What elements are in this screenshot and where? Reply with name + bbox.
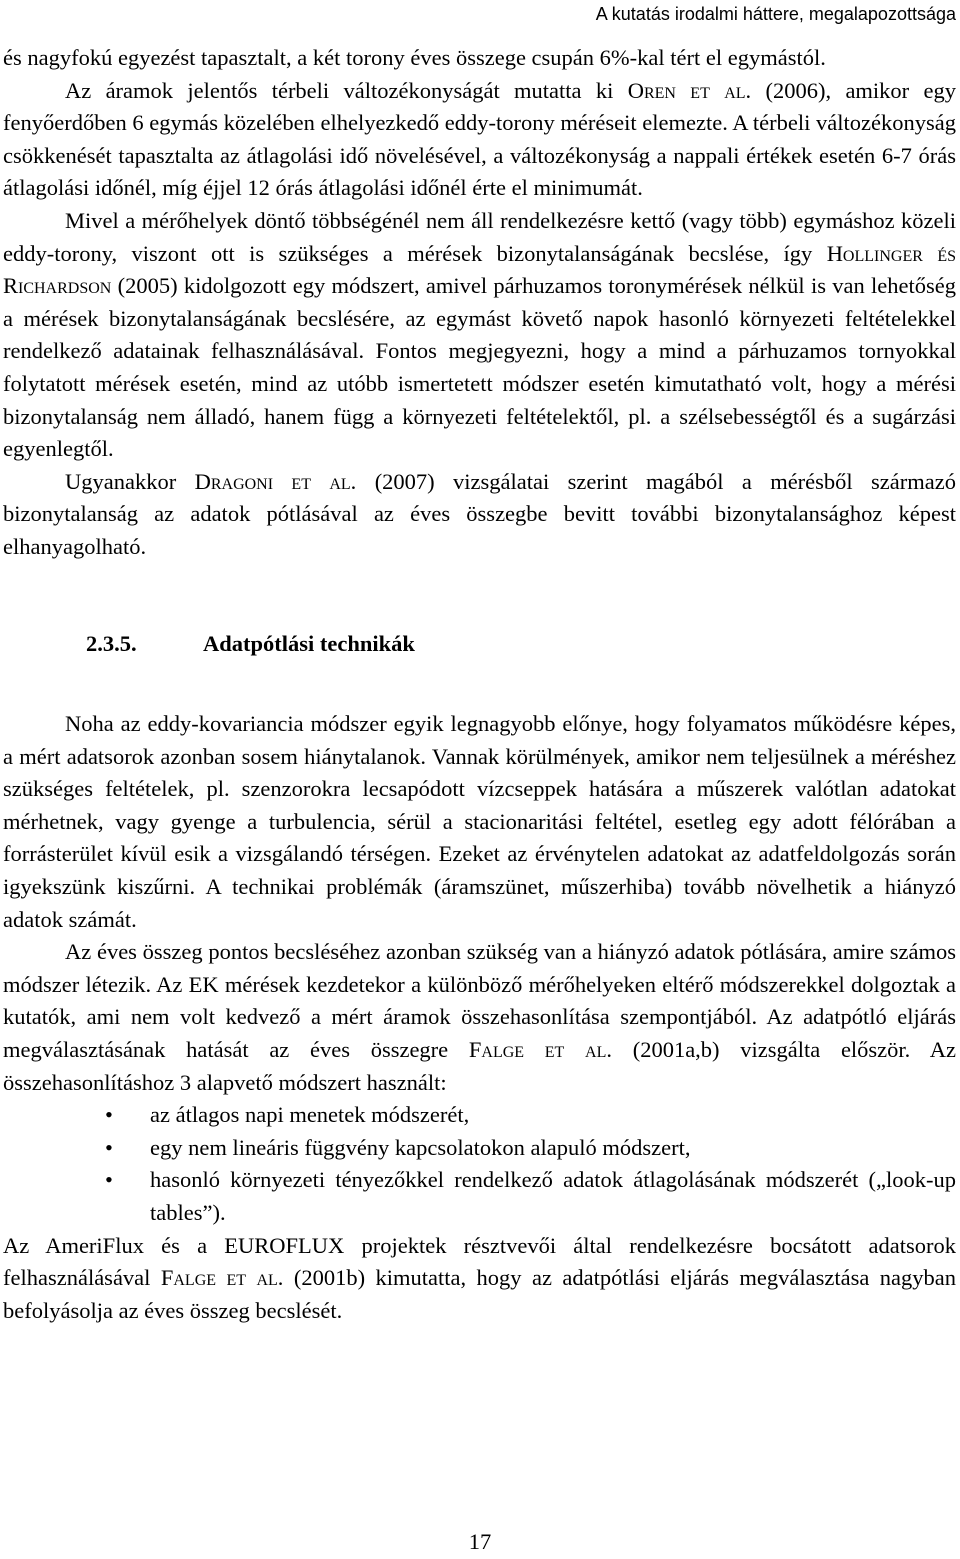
paragraph-text: Az éves összeg pontos becsléséhez azonban szükség van a hiányzó adatok pótlására, amire számos módszer létezik. Az EK mérések kezdetekor a különböző mérőhelyeken eltérő módszerekkel dolgoztak a kutatók, ami nem volt kedvező a mért áramok összehasonlítása szempontjából. Az adatpótló eljárás megválasztásának hatását az éves összegre [3, 939, 956, 1063]
method-list [3, 1099, 956, 1229]
section-title: Adatpótlási technikák [203, 630, 415, 656]
paragraph-text: (2001a,b) vizsgálta először. Az összehasonlításhoz 3 alapvető módszert használt: [3, 1037, 957, 1095]
paragraph-text: (2007) vizsgálatai szerint magából a mérésből származó bizonytalanság az adatok pótlásával az éves összegbe bevitt további bizonytalansághoz képest elhanyagolható. [3, 468, 956, 559]
document-body [3, 42, 956, 1327]
list-item [3, 1132, 956, 1165]
paragraph-gaps-intro: Noha az eddy-kovariancia módszer egyik legnagyobb előnye, hogy folyamatos működésre képes, a mért adatsorok azonban sosem hiánytalanok. Vannak körülmények, amikor nem teljesülnek a méréshez szükséges feltételek, pl. szenzorokra lecsapódott vízcseppek hatására a műszerek valótlan adatokat mérhetnek, vagy gyenge a turbulencia, sérül a stacionaritási feltétel, esetleg egy adott félórában a forrásterület kívül esik a vizsgálandó térségen. Ezeket az érvénytelen adatokat az adatfeldolgozás során igyekszünk kiszűrni. A technikai problémák (áramszünet, műszerhiba) tovább növelhetik a hiányzó adatok számát. [3, 711, 956, 932]
list-item-text: az átlagos napi menetek módszerét, [150, 1102, 470, 1128]
running-header: A kutatás irodalmi háttere, megalapozottsága [595, 4, 956, 24]
bullet-icon: • [105, 1167, 113, 1193]
paragraph-ameriflux [3, 1230, 956, 1328]
section-number: 2.3.5. [86, 630, 137, 656]
list-item-text: hasonló környezeti tényezőkkel rendelkező adatok átlagolásának módszerét („look-up tables”). [150, 1167, 956, 1225]
citation-hollinger-richardson: Hollinger és Richardson [3, 240, 957, 299]
paragraph-gap-filling [3, 936, 956, 1099]
paragraph-text: Mivel a mérőhelyek döntő többségénél nem áll rendelkezésre kettő (vagy több) egymáshoz közeli eddy-torony, viszont ott is szükséges a mérések bizonytalanságának becslése, így [3, 207, 956, 266]
paragraph-text: Az AmeriFlux és a EUROFLUX projektek résztvevői által rendelkezésre bocsátott adatsorok felhasználásával [3, 1232, 956, 1291]
section-heading [3, 628, 956, 661]
citation-falge-2001b: Falge et al. [160, 1265, 284, 1291]
citation-oren: Oren et al. [627, 77, 752, 103]
citation-falge-2001ab: Falge et al. [468, 1037, 612, 1063]
paragraph-dragoni [3, 466, 956, 564]
page-number: 17 [468, 1529, 492, 1554]
paragraph-hollinger [3, 205, 956, 466]
list-item [3, 1099, 956, 1132]
paragraph-flux-agreement: és nagyfokú egyezést tapasztalt, a két torony éves összege csupán 6%-kal tért el egymástól. [3, 45, 826, 70]
paragraph-oren [3, 75, 956, 205]
citation-dragoni: Dragoni et al. [194, 468, 357, 494]
paragraph-text: Ugyanakkor [65, 468, 195, 494]
list-item [3, 1164, 956, 1229]
bullet-icon: • [105, 1134, 113, 1160]
bullet-icon: • [105, 1102, 113, 1128]
list-item-text: egy nem lineáris függvény kapcsolatokon alapuló módszert, [150, 1134, 691, 1160]
paragraph-text: (2006), amikor egy fenyőerdőben 6 egymás közelében elhelyezkedő eddy-torony méréseit elemezte. A térbeli változékonyság csökkenését tapasztalta az átlagolási idő növelésével, a változékonyság a nappali értékek esetén 6-7 órás átlagolási időnél, míg éjjel 12 órás átlagolási időnél érte el minimumát. [3, 77, 957, 201]
paragraph-text: Az áramok jelentős térbeli változékonyságát mutatta ki [65, 77, 628, 103]
paragraph-text: (2001b) kimutatta, hogy az adatpótlási eljárás megválasztása nagyban befolyásolja az éves összeg becslését. [3, 1265, 957, 1323]
paragraph-text: (2005) kidolgozott egy módszert, amivel párhuzamos toronymérések nélkül is van lehetőség a mérések bizonytalanságának becslésére, az egymást követő napok hasonló környezeti feltételekkel rendelkező adatainak felhasználásával. Fontos megjegyezni, hogy a mind a párhuzamos tornyokkal folytatott mérések esetén, mind az utóbb ismertetett módszer esetén kimutatható volt, hogy a mérési bizonytalanság nem álladó, hanem függ a környezeti feltételektől, pl. a szélsebességtől és a sugárzási egyenlegtől. [3, 273, 956, 462]
